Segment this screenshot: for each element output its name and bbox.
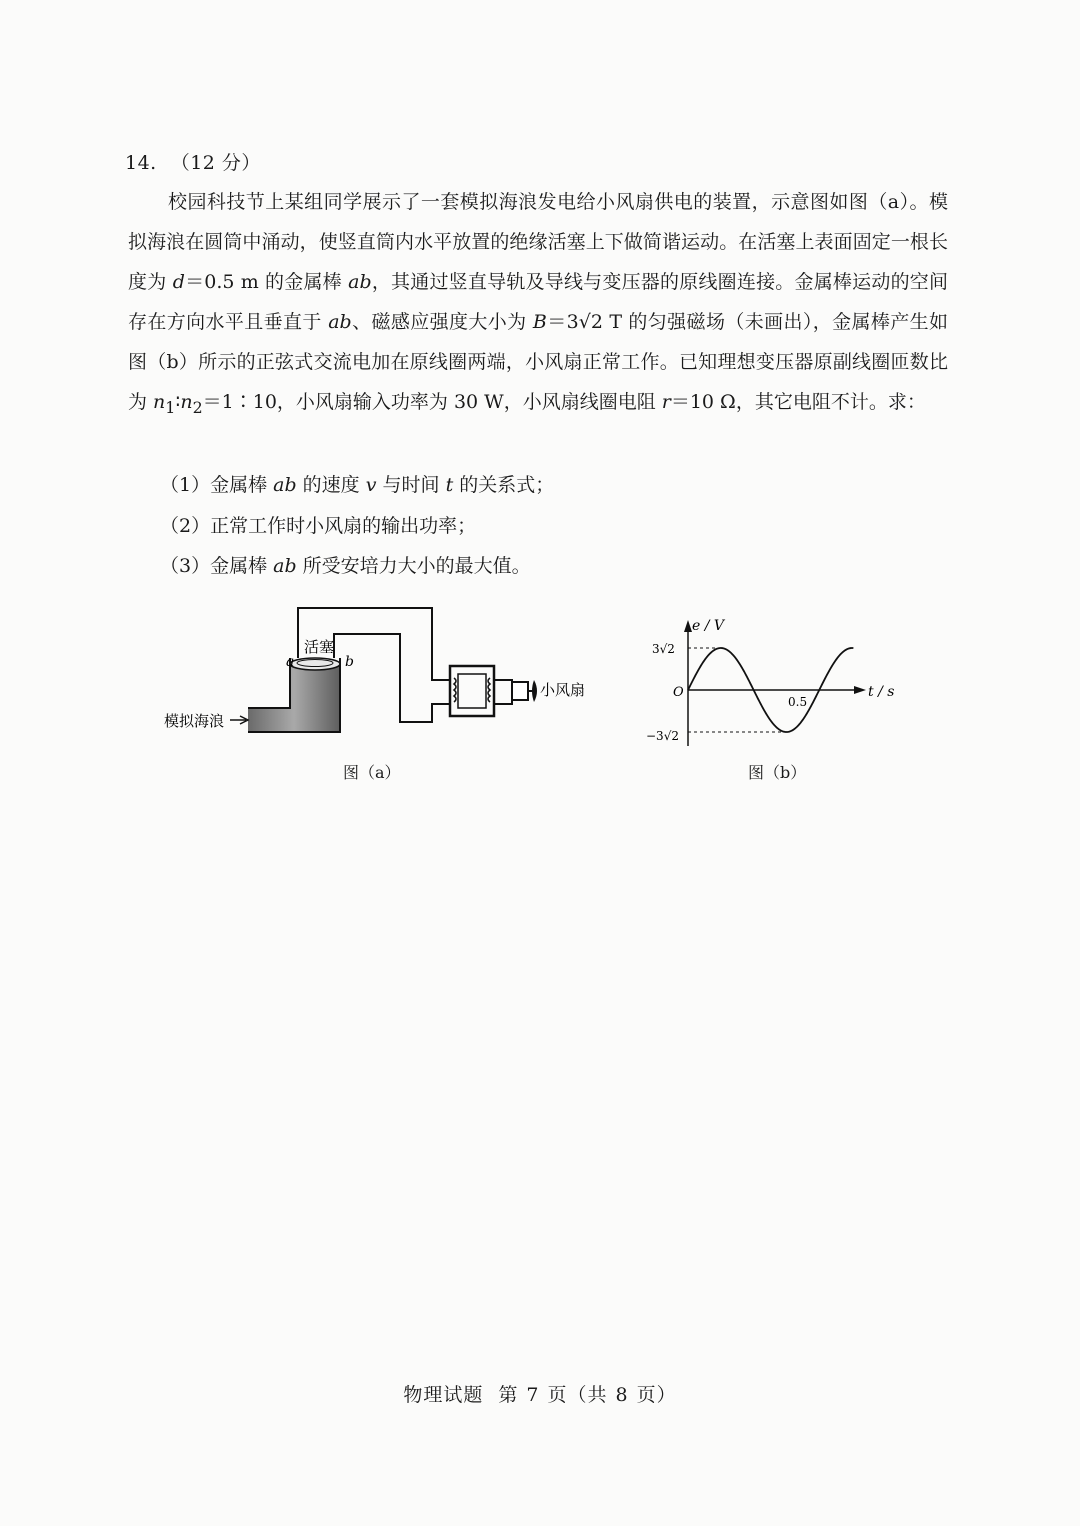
figure-a-diagram: [160, 600, 600, 750]
footer-page-number: 7: [526, 1384, 540, 1406]
fan-blade-icon: [532, 680, 537, 702]
footer-subject: 物理试题: [403, 1384, 484, 1406]
water-fill: [248, 664, 340, 732]
x-axis-arrow: [854, 686, 866, 694]
origin-label: O: [673, 685, 684, 700]
stem-text: 校园科技节上某组同学展示了一套模拟海浪发电给小风扇供电的装置，示意图如图（a）。模拟海浪在圆筒中涌动，使竖直筒内水平放置的绝缘活塞上下做简谐运动。在活塞上表面固定一根长度为: [128, 191, 948, 293]
var-n2: n: [180, 391, 193, 413]
var-d: d: [172, 271, 185, 293]
var-B: B: [532, 311, 547, 333]
tube-wall-left: [248, 658, 290, 708]
stem-text: 、磁感应强度大小为: [351, 311, 533, 333]
footer-page-suffix: 页（共: [547, 1384, 608, 1406]
stem-text: ，其通过竖直导轨及导线与变压器的原线圈连接。金属棒运动的空间存在方向水平且垂直于: [128, 271, 948, 333]
x-tick-label: 0.5: [788, 695, 808, 709]
y-max-label: 3√2: [652, 642, 675, 656]
page-footer: [0, 1380, 1080, 1407]
sub-text: （1）金属棒: [160, 474, 274, 496]
var-t: t: [445, 474, 454, 496]
footer-total-suffix: 页）: [636, 1384, 677, 1406]
wire-to-fan: [494, 680, 512, 704]
label-piston: 活塞: [304, 638, 335, 656]
figure-b-chart: [640, 612, 900, 752]
sub-text: 的关系式；: [453, 474, 555, 496]
stem-text: ＝10 Ω，其它电阻不计。求：: [670, 391, 926, 413]
stem-text: ＝1∶10，小风扇输入功率为 30 W，小风扇线圈电阻: [202, 391, 662, 413]
stem-text: ＝3√2 T 的匀强磁场（未画出），金属棒产生如图（b）所示的正弦式交流电加在原线圈两端，小风扇正常工作。已知理想变压器原副线圈匝数比为: [128, 311, 948, 413]
stem-text: ＝0.5 m 的金属棒: [184, 271, 349, 293]
question-stem: [128, 182, 948, 428]
figure-b-caption: 图（b）: [748, 763, 807, 782]
transformer-window: [458, 674, 486, 708]
sub-text: （2）正常工作时小风扇的输出功率；: [160, 515, 477, 537]
x-axis-label: t / s: [868, 684, 895, 700]
secondary-coil: [488, 678, 490, 702]
primary-coil: [454, 678, 456, 702]
var-r: r: [661, 391, 671, 413]
sub-text: 所受安培力大小的最大值。: [296, 555, 531, 577]
sub-question-3: [160, 551, 531, 578]
var-ab: ab: [273, 474, 297, 496]
sub-text: 的速度: [296, 474, 366, 496]
subscript-2: 2: [192, 397, 203, 417]
y-min-label: −3√2: [646, 729, 679, 743]
figure-a-caption: 图（a）: [343, 763, 401, 782]
subscript-1: 1: [165, 397, 176, 417]
label-b: b: [345, 654, 354, 670]
label-wave: 模拟海浪: [164, 712, 225, 730]
y-axis-label: e / V: [692, 618, 725, 634]
label-fan: 小风扇: [540, 681, 586, 699]
question-number: 14.: [125, 152, 157, 174]
stem-text: ∶: [175, 391, 181, 413]
fan-motor: [512, 682, 528, 700]
footer-page-prefix: 第: [498, 1384, 519, 1406]
sub-text: （3）金属棒: [160, 555, 274, 577]
y-axis-arrow: [684, 620, 692, 632]
var-ab: ab: [328, 311, 352, 333]
figure-a: [160, 600, 600, 754]
var-n1: n: [153, 391, 166, 413]
var-v: v: [365, 474, 377, 496]
sub-question-1: [160, 470, 554, 497]
sub-text: 与时间: [376, 474, 446, 496]
var-ab: ab: [273, 555, 297, 577]
figure-b: [640, 612, 900, 756]
sub-question-2: [160, 511, 476, 538]
label-a: a: [286, 654, 295, 670]
question-header: [125, 148, 261, 175]
footer-total-pages: 8: [615, 1384, 629, 1406]
var-ab: ab: [348, 271, 372, 293]
question-points: （12 分）: [170, 152, 261, 174]
